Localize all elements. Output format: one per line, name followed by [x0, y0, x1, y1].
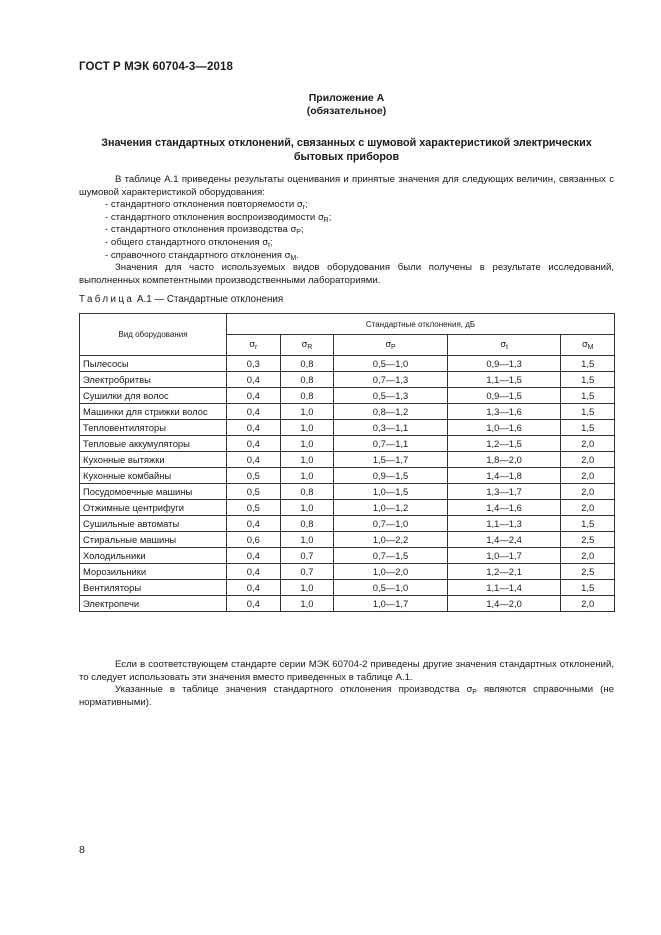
value-cell: 0,5—1,0 [334, 580, 448, 596]
quantity-list-item [79, 250, 614, 263]
sigma-subscript: P [296, 229, 301, 237]
sigma-symbol: σ [581, 340, 588, 350]
value-cell: 0,4 [227, 452, 281, 468]
heading-line-1: Значения стандартных отклонений, связанных с шумовой характеристикой электрических [101, 137, 592, 149]
value-cell: 2,0 [561, 468, 615, 484]
document-header: ГОСТ Р МЭК 60704-3—2018 [79, 61, 233, 73]
equipment-name: Посудомоечные машины [80, 484, 227, 500]
value-cell: 1,1—1,5 [447, 372, 561, 388]
std-deviation-table [79, 313, 615, 612]
value-cell: 1,5 [561, 516, 615, 532]
sigma-subscript: R [307, 344, 313, 351]
value-cell: 0,5 [227, 468, 281, 484]
value-cell: 1,0—1,5 [334, 484, 448, 500]
value-cell: 1,3—1,7 [447, 484, 561, 500]
value-cell: 2,5 [561, 564, 615, 580]
section-heading [79, 136, 614, 164]
value-cell: 1,5 [561, 388, 615, 404]
table-row [80, 356, 615, 372]
table-body [80, 356, 615, 612]
header-equipment: Вид оборудования [80, 314, 227, 356]
heading-line-2: бытовых приборов [293, 151, 400, 163]
value-cell: 1,0 [280, 468, 334, 484]
item-end: . [296, 249, 299, 261]
table-row [80, 596, 615, 612]
equipment-name: Электропечи [80, 596, 227, 612]
table-row [80, 548, 615, 564]
value-cell: 1,0 [280, 452, 334, 468]
value-cell: 1,4—2,0 [447, 596, 561, 612]
item-end: ; [269, 236, 273, 248]
sigma-subscript: t [267, 241, 270, 249]
value-cell: 1,0 [280, 596, 334, 612]
table-row [80, 420, 615, 436]
value-cell: 1,1—1,3 [447, 516, 561, 532]
sigma-symbol: σ [262, 237, 268, 248]
value-cell: 0,8 [280, 356, 334, 372]
equipment-name: Кухонные комбайны [80, 468, 227, 484]
table-row [80, 404, 615, 420]
equipment-name: Тепловентиляторы [80, 420, 227, 436]
table-row [80, 532, 615, 548]
annex-title [0, 92, 661, 118]
value-cell: 1,0—1,7 [334, 596, 448, 612]
value-cell: 1,4—2,4 [447, 532, 561, 548]
value-cell: 0,8 [280, 388, 334, 404]
value-cell: 1,0—2,0 [334, 564, 448, 580]
value-cell: 0,4 [227, 404, 281, 420]
value-cell: 1,0 [280, 420, 334, 436]
sigma-subscript: P [391, 344, 396, 351]
value-cell: 0,4 [227, 564, 281, 580]
table-row [80, 564, 615, 580]
item-text: - стандартного отклонения производства [105, 224, 291, 236]
header-symbol-r [280, 335, 334, 356]
value-cell: 1,5 [561, 356, 615, 372]
value-cell: 2,0 [561, 484, 615, 500]
equipment-name: Стиральные машины [80, 532, 227, 548]
quantity-list [79, 199, 614, 262]
value-cell: 2,0 [561, 500, 615, 516]
equipment-name: Электробритвы [80, 372, 227, 388]
item-text: - справочного стандартного отклонения [105, 249, 285, 261]
value-cell: 2,0 [561, 436, 615, 452]
value-cell: 0,8 [280, 372, 334, 388]
value-cell: 0,5—1,3 [334, 388, 448, 404]
table-row [80, 372, 615, 388]
sigma-symbol: σ [466, 685, 473, 696]
value-cell: 0,4 [227, 548, 281, 564]
value-cell: 1,0—1,7 [447, 548, 561, 564]
value-cell: 0,3 [227, 356, 281, 372]
value-cell: 0,7—1,5 [334, 548, 448, 564]
value-cell: 1,0—1,2 [334, 500, 448, 516]
sigma-symbol: σ [500, 340, 506, 350]
table-row [80, 516, 615, 532]
value-cell: 0,5—1,0 [334, 356, 448, 372]
value-cell: 0,3—1,1 [334, 420, 448, 436]
table-caption-label: Таблица [79, 294, 135, 305]
value-cell: 0,4 [227, 372, 281, 388]
sigma-subscript: R [323, 216, 329, 224]
table-row [80, 436, 615, 452]
value-cell: 0,4 [227, 388, 281, 404]
sigma-subscript: M [587, 344, 594, 351]
value-cell: 0,6 [227, 532, 281, 548]
value-cell: 0,8 [280, 516, 334, 532]
item-end: ; [304, 199, 308, 211]
item-text: - стандартного отклонения воспроизводимости [105, 211, 318, 223]
value-cell: 0,4 [227, 596, 281, 612]
annex-status: (обязательное) [306, 105, 387, 117]
value-cell: 1,0 [280, 404, 334, 420]
value-cell: 0,7—1,0 [334, 516, 448, 532]
value-cell: 0,9—1,5 [334, 468, 448, 484]
value-cell: 1,8—2,0 [447, 452, 561, 468]
value-cell: 1,4—1,8 [447, 468, 561, 484]
value-cell: 0,7 [280, 564, 334, 580]
sigma-subscript: M [290, 254, 297, 262]
value-cell: 0,8—1,2 [334, 404, 448, 420]
equipment-name: Вентиляторы [80, 580, 227, 596]
value-cell: 0,7 [280, 548, 334, 564]
header-symbol-t [447, 335, 561, 356]
item-end: ; [328, 211, 332, 223]
sigma-subscript: P [472, 689, 477, 697]
sigma-symbol: σ [301, 340, 308, 350]
table-row [80, 468, 615, 484]
note-2-text: Указанные в таблице значения стандартного отклонения производства [115, 684, 467, 696]
value-cell: 1,5 [561, 580, 615, 596]
value-cell: 0,4 [227, 420, 281, 436]
value-cell: 0,9—1,5 [447, 388, 561, 404]
table-row [80, 580, 615, 596]
header-symbol-p [334, 335, 448, 356]
value-cell: 1,5 [561, 404, 615, 420]
header-group: Стандартные отклонения, дБ [227, 314, 615, 335]
sigma-symbol: σ [284, 250, 291, 261]
sigma-subscript: t [505, 344, 508, 351]
equipment-name: Холодильники [80, 548, 227, 564]
value-cell: 2,0 [561, 596, 615, 612]
equipment-name: Отжимные центрифуги [80, 500, 227, 516]
value-cell: 1,0 [280, 532, 334, 548]
value-cell: 0,4 [227, 516, 281, 532]
sigma-symbol: σ [290, 225, 297, 236]
value-cell: 1,4—1,6 [447, 500, 561, 516]
equipment-name: Сушильные автоматы [80, 516, 227, 532]
table-row [80, 388, 615, 404]
value-cell: 2,5 [561, 532, 615, 548]
equipment-name: Сушилки для волос [80, 388, 227, 404]
table-caption-text: А.1 — Стандартные отклонения [136, 294, 284, 305]
value-cell: 1,0 [280, 500, 334, 516]
equipment-name: Пылесосы [80, 356, 227, 372]
value-cell: 1,2—2,1 [447, 564, 561, 580]
quantity-list-item [79, 237, 614, 250]
equipment-name: Морозильники [80, 564, 227, 580]
value-cell: 1,0—2,2 [334, 532, 448, 548]
item-text: - стандартного отклонения повторяемости [105, 199, 297, 211]
value-cell: 1,5 [561, 372, 615, 388]
value-cell: 1,0 [280, 436, 334, 452]
value-cell: 2,0 [561, 452, 615, 468]
sigma-symbol: σ [296, 200, 303, 211]
value-cell: 1,1—1,4 [447, 580, 561, 596]
item-end: ; [300, 224, 304, 236]
value-cell: 1,5—1,7 [334, 452, 448, 468]
intro-paragraph: В таблице А.1 приведены результаты оценивания и принятые значения для следующих величин, связанных с шумовой характеристикой оборудования: [79, 174, 614, 198]
intro-block [79, 174, 614, 287]
quantity-list-item [79, 212, 614, 225]
value-cell: 0,4 [227, 580, 281, 596]
value-cell: 0,9—1,3 [447, 356, 561, 372]
value-cell: 1,0—1,6 [447, 420, 561, 436]
sigma-symbol: σ [385, 340, 392, 350]
quantity-list-item [79, 199, 614, 212]
table-row [80, 484, 615, 500]
sigma-subscript: r [255, 344, 258, 351]
header-symbol-m [561, 335, 615, 356]
note-paragraph-1: Если в соответствующем стандарте серии МЭК 60704-2 приведены другие значения стандартных отклонений, то следует использовать эти значения вместо приведенных в таблице А.1. [79, 659, 614, 683]
item-text: - общего стандартного отклонения [105, 236, 263, 248]
value-cell: 0,4 [227, 436, 281, 452]
table-row [80, 452, 615, 468]
value-cell: 0,7—1,1 [334, 436, 448, 452]
quantity-list-item [79, 224, 614, 237]
header-symbol-r [227, 335, 281, 356]
value-cell: 1,2—1,5 [447, 436, 561, 452]
value-cell: 1,0 [280, 580, 334, 596]
table-caption [79, 294, 283, 305]
table-row [80, 500, 615, 516]
value-cell: 1,3—1,6 [447, 404, 561, 420]
page-number: 8 [79, 844, 85, 856]
sigma-symbol: σ [317, 212, 324, 223]
value-cell: 1,5 [561, 420, 615, 436]
equipment-name: Тепловые аккумуляторы [80, 436, 227, 452]
sigma-symbol: σ [249, 340, 255, 350]
annex-label: Приложение А [308, 92, 385, 104]
equipment-name: Машинки для стрижки волос [80, 404, 227, 420]
value-cell: 0,8 [280, 484, 334, 500]
notes-block [79, 659, 614, 709]
value-cell: 0,5 [227, 500, 281, 516]
note-2-end: являются справочными (не нормативными). [79, 684, 614, 708]
value-cell: 0,7—1,3 [334, 372, 448, 388]
note-paragraph-2 [79, 684, 614, 709]
value-cell: 2,0 [561, 548, 615, 564]
equipment-name: Кухонные вытяжки [80, 452, 227, 468]
value-cell: 0,5 [227, 484, 281, 500]
sigma-subscript: r [302, 204, 305, 212]
intro-closing: Значения для часто используемых видов оборудования были получены в результате исследований, выполненных компетентными производственными лабораториями. [79, 262, 614, 286]
